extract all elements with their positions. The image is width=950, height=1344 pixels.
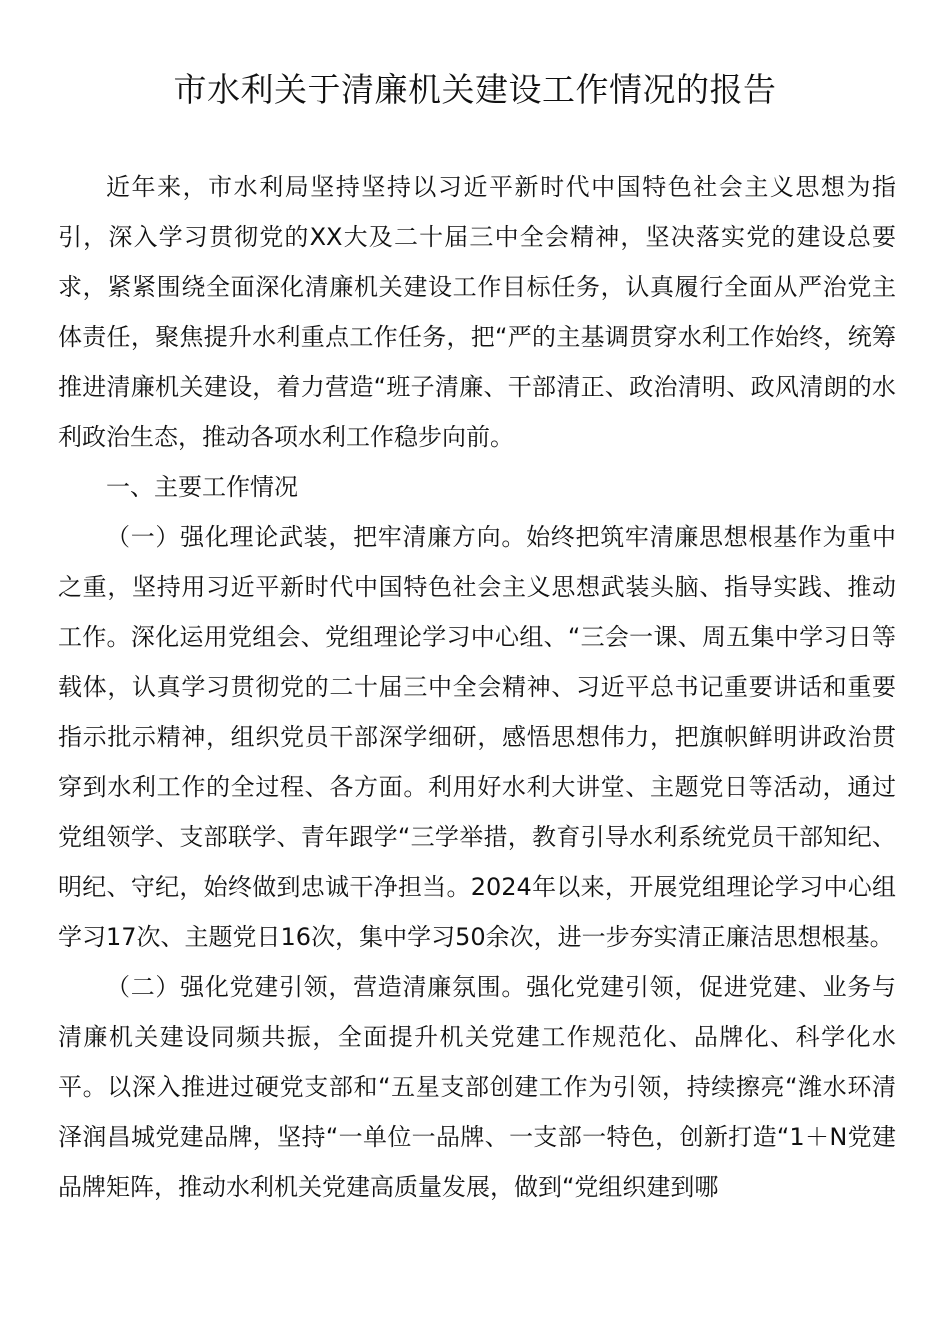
document-body bbox=[58, 162, 896, 1212]
paragraph-party-building: （二）强化党建引领，营造清廉氛围。强化党建引领，促进党建、业务与清廉机关建设同频共振，全面提升机关党建工作规范化、品牌化、科学化水平。以深入推进过硬党支部和“五星支部创建工作为引领，持续擦亮“潍水环清泽润昌城党建品牌，坚持“一单位一品牌、一支部一特色，创新打造“1＋N党建品牌矩阵，推动水利机关党建高质量发展，做到“党组织建到哪 bbox=[58, 973, 896, 1201]
section-heading-main-work: 一、主要工作情况 bbox=[106, 473, 298, 501]
paragraph-theory: （一）强化理论武装，把牢清廉方向。始终把筑牢清廉思想根基作为重中之重，坚持用习近平新时代中国特色社会主义思想武装头脑、指导实践、推动工作。深化运用党组会、党组理论学习中心组、“三会一课、周五集中学习日等载体，认真学习贯彻党的二十届三中全会精神、习近平总书记重要讲话和重要指示批示精神，组织党员干部深学细研，感悟思想伟力，把旗帜鲜明讲政治贯穿到水利工作的全过程、各方面。利用好水利大讲堂、主题党日等活动，通过党组领学、支部联学、青年跟学“三学举措，教育引导水利系统党员干部知纪、明纪、守纪，始终做到忠诚干净担当。2024年以来，开展党组理论学习中心组学习17次、主题党日16次，集中学习50余次，进一步夯实清正廉洁思想根基。 bbox=[58, 523, 896, 951]
paragraph-intro: 近年来，市水利局坚持坚持以习近平新时代中国特色社会主义思想为指引，深入学习贯彻党的XX大及二十届三中全会精神，坚决落实党的建设总要求，紧紧围绕全面深化清廉机关建设工作目标任务，认真履行全面从严治党主体责任，聚焦提升水利重点工作任务，把“严的主基调贯穿水利工作始终，统筹推进清廉机关建设，着力营造“班子清廉、干部清正、政治清明、政风清朗的水利政治生态，推动各项水利工作稳步向前。 bbox=[58, 173, 896, 451]
document-title: 市水利关于清廉机关建设工作情况的报告 bbox=[173, 70, 777, 109]
